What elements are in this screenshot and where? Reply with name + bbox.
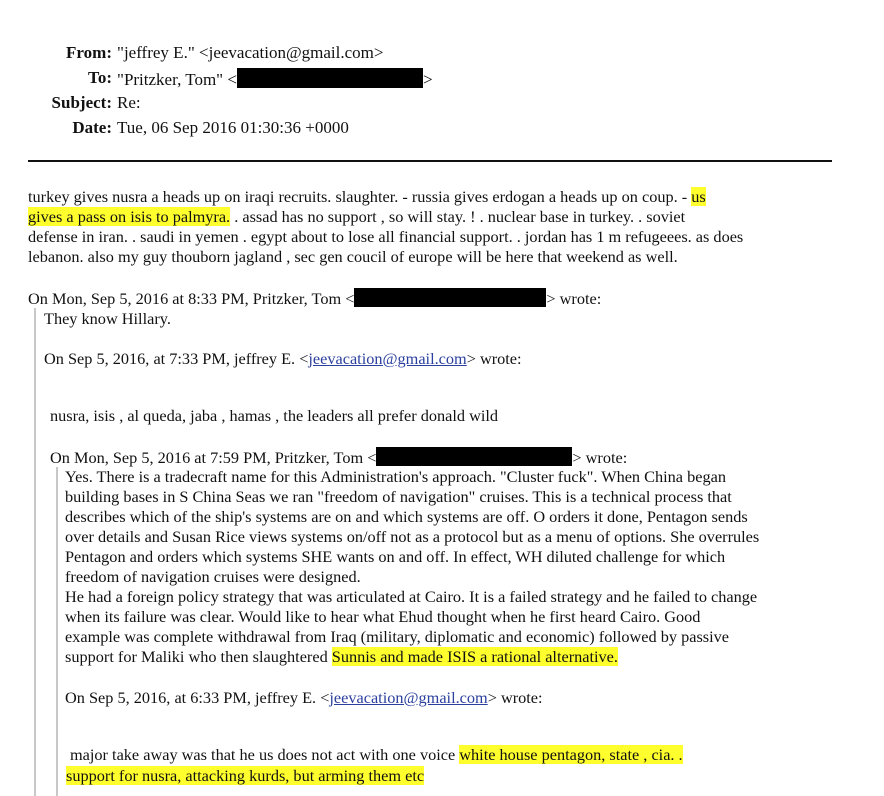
quote-line: when its failure was clear. Would like to hear what Ehud thought when he first heard Cairo. Good <box>65 607 701 626</box>
quote-intro-text: On Sep 5, 2016, at 6:33 PM, jeffrey E. < <box>65 688 330 707</box>
redaction-block <box>354 288 546 307</box>
date-label: Date: <box>72 118 112 137</box>
subject-value: Re: <box>117 93 141 112</box>
quote-intro-text: > wrote: <box>487 688 543 707</box>
quote-bar <box>34 308 36 796</box>
quote-intro-text: > wrote: <box>572 448 628 467</box>
quote-intro-text: On Mon, Sep 5, 2016 at 7:59 PM, Pritzker, Tom < <box>50 448 377 467</box>
quote-line: over details and Susan Rice views systems on/off not as a protocol but as a menu of options. She overrules <box>65 527 760 546</box>
highlighted-text: Sunnis and made ISIS a rational alternative. <box>331 647 618 666</box>
to-value <box>117 68 433 90</box>
subject-label: Subject: <box>51 93 112 112</box>
redaction-block <box>376 447 572 466</box>
quote-line: describes which of the ship's systems are on and which systems are off. O orders it done, Pentagon sends <box>65 507 748 526</box>
body-line <box>28 207 685 227</box>
quote-intro <box>65 688 543 708</box>
quote-text: They know Hillary. <box>44 309 171 328</box>
from-value: "jeffrey E." <jeevacation@gmail.com> <box>117 43 384 62</box>
highlighted-text: us <box>691 187 706 206</box>
body-line: lebanon. also my guy thouborn jagland , sec gen coucil of europe will be here that weekend as well. <box>28 247 678 266</box>
highlighted-text: white house pentagon, state , cia. . <box>459 745 683 764</box>
body-line <box>28 187 706 207</box>
date-value: Tue, 06 Sep 2016 01:30:36 +0000 <box>117 118 349 137</box>
body-text: turkey gives nusra a heads up on iraqi recruits. slaughter. - russia gives erdogan a heads up on coup. - <box>28 187 692 206</box>
quote-line: Yes. There is a tradecraft name for this Administration's approach. "Cluster fuck". When China began <box>65 467 726 486</box>
quote-intro <box>50 447 627 468</box>
highlighted-text: support for nusra, attacking kurds, but arming them etc <box>66 766 425 785</box>
body-text: major take away was that he us does not act with one voice <box>70 745 460 764</box>
quote-line <box>66 766 424 786</box>
quote-text: nusra, isis , al queda, jaba , hamas , the leaders all prefer donald wild <box>50 406 499 425</box>
quote-intro-text: On Mon, Sep 5, 2016 at 8:33 PM, Pritzker, Tom < <box>28 289 355 308</box>
to-value-post: > <box>422 70 433 89</box>
quote-bar <box>56 467 58 796</box>
quote-line: Pentagon and orders which systems SHE wants on and off. In effect, WH diluted challenge for which <box>65 547 726 566</box>
quote-line: building bases in S China Seas we ran "freedom of navigation" cruises. This is a technical process that <box>65 487 732 506</box>
email-link[interactable]: jeevacation@gmail.com <box>308 349 467 368</box>
body-text: . assad has no support , so will stay. ! . nuclear base in turkey. . soviet <box>230 207 686 226</box>
quote-intro <box>28 288 601 309</box>
body-line: defense in iran. . saudi in yemen . egypt about to lose all financial support. . jordan has 1 m refugeees. as does <box>28 227 744 246</box>
quote-intro <box>44 349 522 369</box>
quote-line: He had a foreign policy strategy that was articulated at Cairo. It is a failed strategy and he failed to change <box>65 587 758 606</box>
quote-line <box>70 745 683 765</box>
redaction-block <box>237 68 423 88</box>
quote-line: freedom of navigation cruises were designed. <box>65 567 361 586</box>
quote-line <box>65 647 618 667</box>
to-value-pre: "Pritzker, Tom" < <box>117 70 237 89</box>
header-divider <box>28 160 832 162</box>
highlighted-text: gives a pass on isis to palmyra. <box>28 207 231 226</box>
from-label: From: <box>66 43 112 62</box>
quote-intro-text: > wrote: <box>546 289 602 308</box>
quote-intro-text: > wrote: <box>466 349 522 368</box>
quote-intro-text: On Sep 5, 2016, at 7:33 PM, jeffrey E. < <box>44 349 309 368</box>
body-text: support for Maliki who then slaughtered <box>65 647 332 666</box>
email-link[interactable]: jeevacation@gmail.com <box>329 688 488 707</box>
quote-line: example was complete withdrawal from Iraq (military, diplomatic and economic) followed by passive <box>65 627 730 646</box>
to-label: To: <box>88 68 112 87</box>
